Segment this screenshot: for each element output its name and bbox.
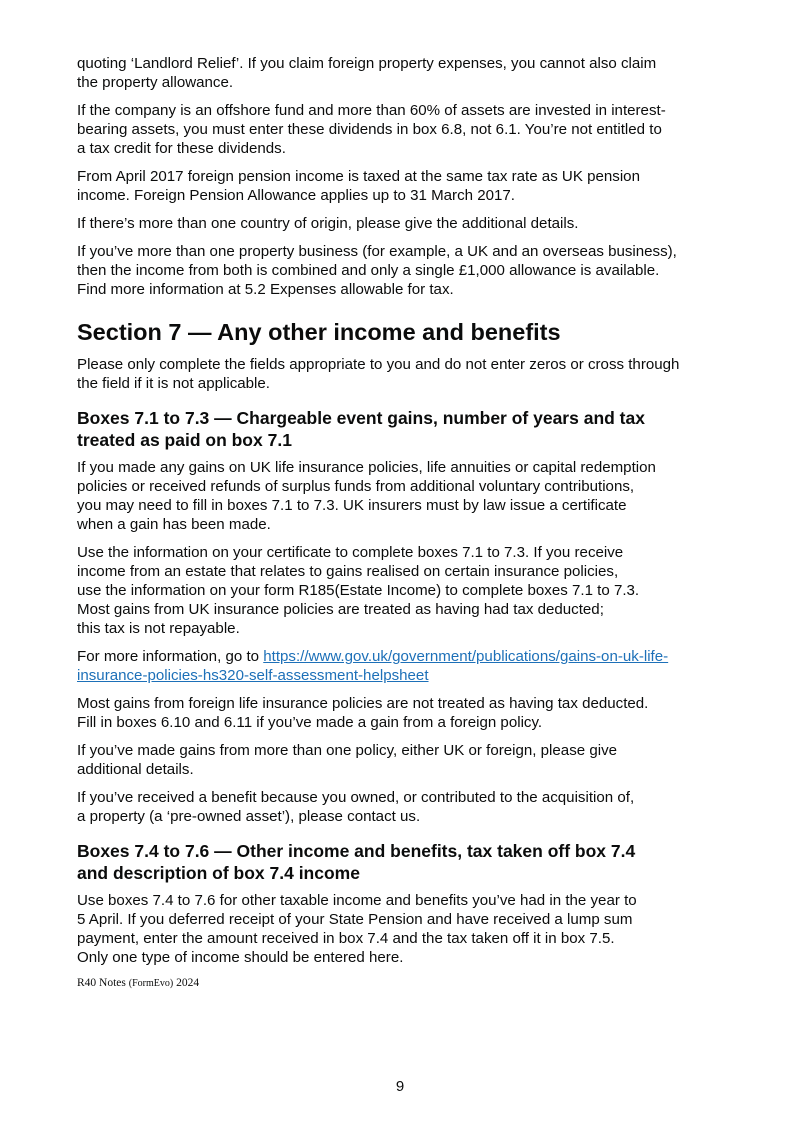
boxes-7-1-paragraph-multiple-policies: If you’ve made gains from more than one policy, either UK or foreign, please give additional details. (77, 742, 618, 778)
boxes-7-1-paragraph-pre-owned-asset: If you’ve received a benefit because you owned, or contributed to the acquisition of, a property (a ‘pre-owned asset’), please contact us. (77, 789, 635, 825)
boxes-7-1-paragraph-foreign-policies: Most gains from foreign life insurance policies are not treated as having tax deducted. Fill in boxes 6.10 and 6.11 if you’ve made a gain from a foreign policy. (77, 695, 649, 731)
boxes-7-1-paragraph-certificate: Use the information on your certificate to complete boxes 7.1 to 7.3. If you receive income from an estate that relates to gains realised on certain insurance policies, use the information on your form R185(Estate Income) to complete boxes 7.1 to 7.3. Most gains from UK insurance policies are treated as having had tax deducted; this tax is not repayable. (77, 544, 640, 637)
boxes-7-4-paragraph: Use boxes 7.4 to 7.6 for other taxable income and benefits you’ve had in the year to 5 April. If you deferred receipt of your State Pension and have received a lump sum payment, enter the amount received in box 7.4 and the tax taken off it in box 7.5. Only one type of income should be entered here. (77, 892, 637, 966)
more-information-paragraph (77, 647, 737, 685)
page-number: 9 (395, 1078, 405, 1095)
section-7-intro: Please only complete the fields appropriate to you and do not enter zeros or cross through the field if it is not applicable. (77, 356, 680, 392)
form-name: R40 Notes (77, 977, 126, 989)
section-7-heading: Section 7 — Any other income and benefits (77, 319, 561, 345)
boxes-7-1-paragraph-gains: If you made any gains on UK life insurance policies, life annuities or capital redemption policies or received refunds of surplus funds from additional voluntary contributions, you may need to fill in boxes 7.1 to 7.3. UK insurers must by law issue a certificate when a gain has been made. (77, 459, 656, 533)
intro-paragraph-offshore-fund: If the company is an offshore fund and more than 60% of assets are invested in interest- bearing assets, you must enter these dividends in box 6.8, not 6.1. You’re not entitled to a tax credit for these dividends. (77, 102, 666, 157)
hs320-helpsheet-link[interactable]: https://www.gov.uk/government/publications/gains-on-uk-life- insurance-policies-hs320-self-assessment-helpsheet (77, 648, 669, 684)
form-footer (77, 977, 199, 989)
boxes-7-4-heading: Boxes 7.4 to 7.6 — Other income and benefits, tax taken off box 7.4 and description of box 7.4 income (77, 841, 636, 883)
form-year: 2024 (176, 977, 200, 989)
document-page (77, 54, 737, 976)
intro-paragraph-country-of-origin: If there’s more than one country of origin, please give the additional details. (77, 215, 579, 232)
form-source: (FormEvo) (128, 978, 174, 989)
more-information-prefix: For more information, go to (77, 648, 264, 665)
intro-paragraph-property-business: If you’ve more than one property business (for example, a UK and an overseas business), then the income from both is combined and only a single £1,000 allowance is available. Find more information at 5.2 Expenses allowable for tax. (77, 243, 677, 298)
boxes-7-1-heading: Boxes 7.1 to 7.3 — Chargeable event gains, number of years and tax treated as paid on box 7.1 (77, 408, 645, 450)
intro-paragraph-foreign-pension: From April 2017 foreign pension income is taxed at the same tax rate as UK pension income. Foreign Pension Allowance applies up to 31 March 2017. (77, 168, 640, 204)
intro-paragraph-landlord-relief: quoting ‘Landlord Relief’. If you claim foreign property expenses, you cannot also claim the property allowance. (77, 55, 657, 91)
